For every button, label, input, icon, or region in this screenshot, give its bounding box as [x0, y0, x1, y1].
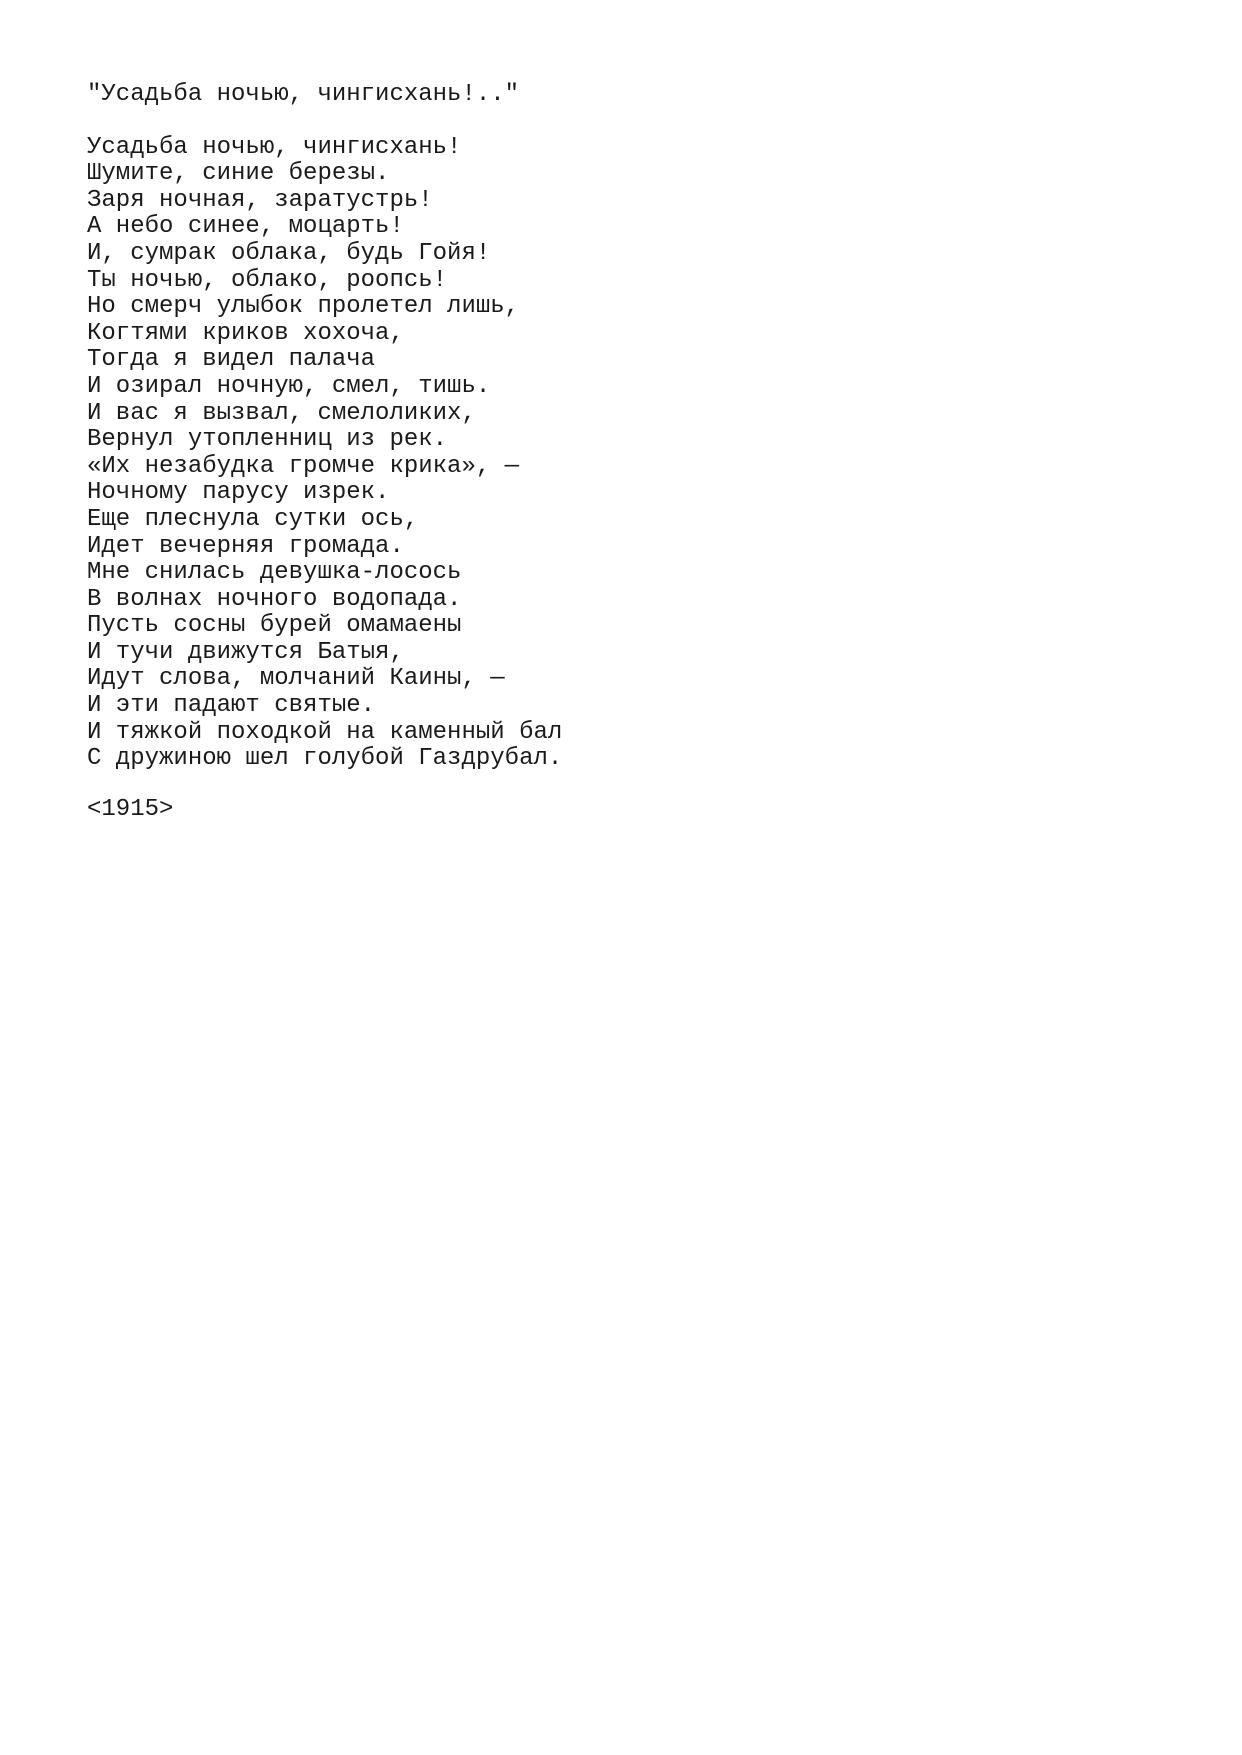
- document-page: [87, 82, 1187, 823]
- poem-line: Еще плеснула сутки ось,: [87, 505, 419, 533]
- poem-title: "Усадьба ночью, чингисхань!..": [87, 81, 520, 108]
- poem-line: Мне снилась девушка-лосось: [87, 559, 462, 587]
- poem-line: Идет вечерняя громада.: [87, 532, 404, 560]
- poem-line: Заря ночная, заратустрь!: [87, 186, 433, 214]
- poem-line: Усадьба ночью, чингисхань!: [87, 133, 462, 161]
- poem-line: Шумите, синие березы.: [87, 160, 390, 188]
- poem-line: Когтями криков хохоча,: [87, 319, 404, 347]
- poem-line: Пусть сосны бурей омамаены: [87, 612, 462, 640]
- poem-line: И, сумрак облака, будь Гойя!: [87, 239, 491, 267]
- poem-line: С дружиною шел голубой Газдрубал.: [87, 745, 563, 773]
- poem-line: И тучи движутся Батыя,: [87, 638, 404, 666]
- poem-line: «Их незабудка громче крика», —: [87, 452, 520, 480]
- poem-line: Идут слова, молчаний Каины, —: [87, 665, 505, 693]
- poem-line: И озирал ночную, смел, тишь.: [87, 372, 491, 400]
- poem-line: И тяжкой походкой на каменный бал: [87, 718, 563, 746]
- poem-line: И эти падают святые.: [87, 692, 376, 720]
- poem-line: Ты ночью, облако, роопсь!: [87, 266, 448, 294]
- poem-line: В волнах ночного водопада.: [87, 585, 462, 613]
- poem-line: Но смерч улыбок пролетел лишь,: [87, 293, 520, 321]
- poem-line: Вернул утопленниц из рек.: [87, 426, 448, 454]
- poem-line: Тогда я видел палача: [87, 346, 376, 374]
- poem-line: И вас я вызвал, смелоликих,: [87, 399, 476, 427]
- poem-line: А небо синее, моцарть!: [87, 213, 404, 241]
- poem-date: <1915>: [87, 795, 174, 823]
- poem-line: Ночному парусу изрек.: [87, 479, 390, 507]
- poem-body: [87, 135, 1187, 773]
